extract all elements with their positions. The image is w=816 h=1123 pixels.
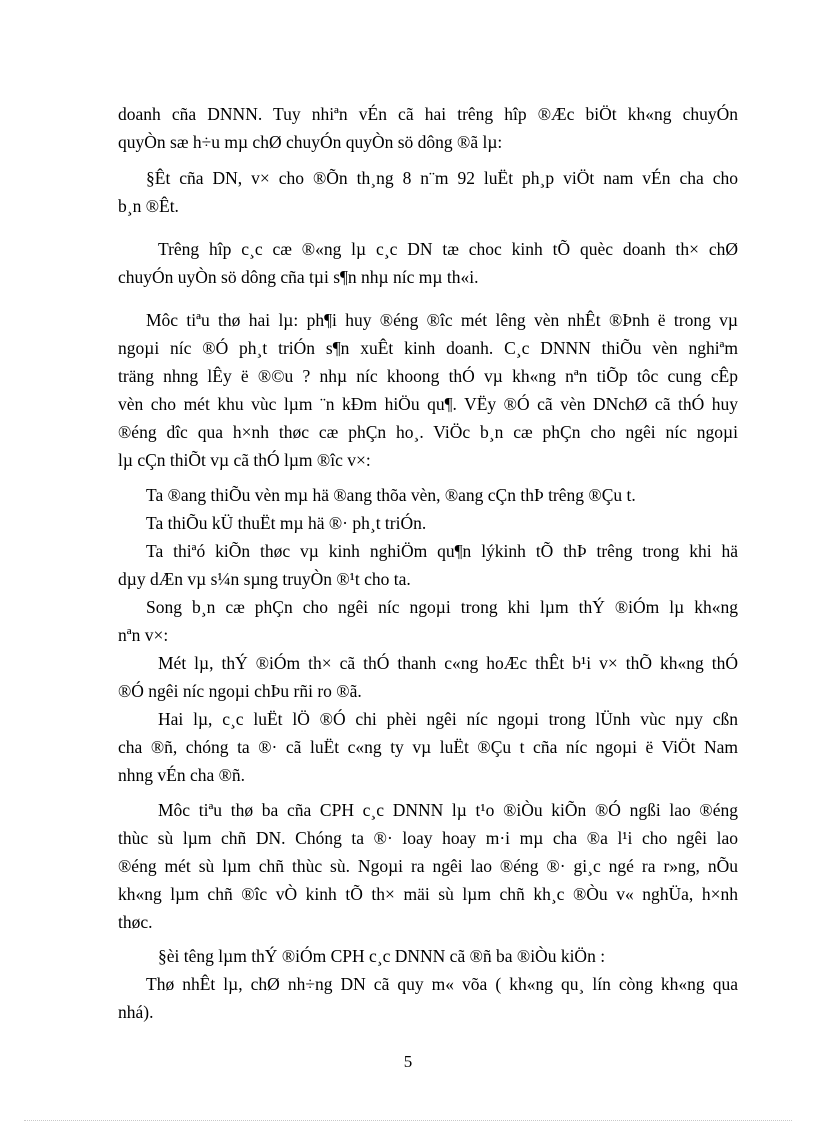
text-line: Môc tiªu thø hai lµ: ph¶i huy ®éng ®îc mét lêng vèn nhÊt ®Þnh ë trong vµ	[146, 310, 738, 330]
text-line: kh«ng lµm chñ ®îc vÒ kinh tÕ th× mäi sù lµm chñ kh¸c ®Òu v« nghÜa, h×nh	[118, 884, 738, 904]
text-line: chuyÓn uyÒn sö dông cña tµi s¶n nhµ níc mµ th«i.	[118, 267, 479, 287]
text-line: ®Ó ngêi níc ngoµi chÞu rñi ro ®ã.	[118, 681, 362, 701]
text-line: Thø nhÊt lµ, chØ nh÷ng DN cã quy m« võa ( kh«ng qu¸ lín còng kh«ng qua	[146, 974, 738, 994]
text-line: dµy dÆn vµ s¼n sµng truyÒn ®¹t cho ta.	[118, 569, 411, 589]
text-line: thøc.	[118, 912, 153, 932]
text-line: Ta ®ang thiÕu vèn mµ hä ®ang thõa vèn, ®ang cÇn thÞ trêng ®Çu t.	[146, 485, 636, 505]
text-line: thùc sù lµm chñ DN. Chóng ta ®· loay hoay m·i mµ cha ®a l¹i cho ngêi lao	[118, 828, 738, 848]
text-line: nªn v×:	[118, 625, 169, 645]
text-line: nhng vÉn cha ®ñ.	[118, 765, 246, 785]
text-line: §èi têng lµm thÝ ®iÓm CPH c¸c DNNN cã ®ñ ba ®iÒu kiÖn :	[158, 946, 606, 966]
text-line: b¸n ®Êt.	[118, 196, 179, 216]
text-line: vèn cho mét khu vùc lµm ¨n kÐm hiÖu qu¶. VËy ®Ó cã vèn DNchØ cã thÓ huy	[118, 394, 738, 414]
text-line: doanh cña DNNN. Tuy nhiªn vÉn cã hai trêng hîp ®Æc biÖt kh«ng chuyÓn	[118, 104, 738, 124]
text-line: ®éng mét sù lµm chñ thùc sù. Ngoµi ra ngêi lao ®éng ®· gi¸c ngé ra r»ng, nÕu	[118, 856, 738, 876]
page-number: 5	[403, 1052, 413, 1071]
text-line: Ta thiªó kiÕn thøc vµ kinh nghiÖm qu¶n lýkinh tÕ thÞ trêng trong khi hä	[146, 541, 738, 561]
text-line: Ta thiÕu kÜ thuËt mµ hä ®· ph¸t triÓn.	[146, 513, 427, 533]
text-line: quyÒn sæ h÷u mµ chØ chuyÓn quyÒn sö dông ®ã lµ:	[118, 132, 503, 152]
text-line: Trêng hîp c¸c cæ ®«ng lµ c¸c DN tæ choc kinh tÕ quèc doanh th× chØ	[158, 239, 738, 259]
text-line: ®éng dîc qua h×nh thøc cæ phÇn ho¸. ViÖc b¸n cæ phÇn cho ngêi níc ngoµi	[118, 422, 738, 442]
text-line: cha ®ñ, chóng ta ®· cã luËt c«ng ty vµ luËt ®Çu t cña níc ngoµi ë ViÖt Nam	[118, 737, 738, 757]
text-line: nhá).	[118, 1002, 154, 1022]
text-line: Mét lµ, thÝ ®iÓm th× cã thÓ thanh c«ng hoÆc thÊt b¹i v× thÕ kh«ng thÓ	[158, 653, 738, 673]
text-line: Song b¸n cæ phÇn cho ngêi níc ngoµi trong khi lµm thÝ ®iÓm lµ kh«ng	[146, 597, 738, 617]
text-line: träng nhng lÊy ë ®©u ? nhµ níc khoong thÓ vµ kh«ng nªn tiÕp tôc cung cÊp	[118, 366, 738, 386]
text-line: §Êt cña DN, v× cho ®Õn th¸ng 8 n¨m 92 luËt ph¸p viÖt nam vÉn cha cho	[146, 168, 738, 188]
text-line: Môc tiªu thø ba cña CPH c¸c DNNN lµ t¹o ®iÒu kiÕn ®Ó ngßi lao ®éng	[158, 800, 738, 820]
text-line: lµ cÇn thiÕt vµ cã thÓ lµm ®îc v×:	[118, 450, 371, 470]
text-line: Hai lµ, c¸c luËt lÖ ®Ó chi phèi ngêi níc ngoµi trong lÜnh vùc nµy cßn	[158, 709, 738, 729]
page-bottom-rule	[24, 1120, 792, 1121]
text-line: ngoµi níc ®Ó ph¸t triÓn s¶n xuÊt kinh doanh. C¸c DNNN thiÕu vèn nghiªm	[118, 338, 738, 358]
